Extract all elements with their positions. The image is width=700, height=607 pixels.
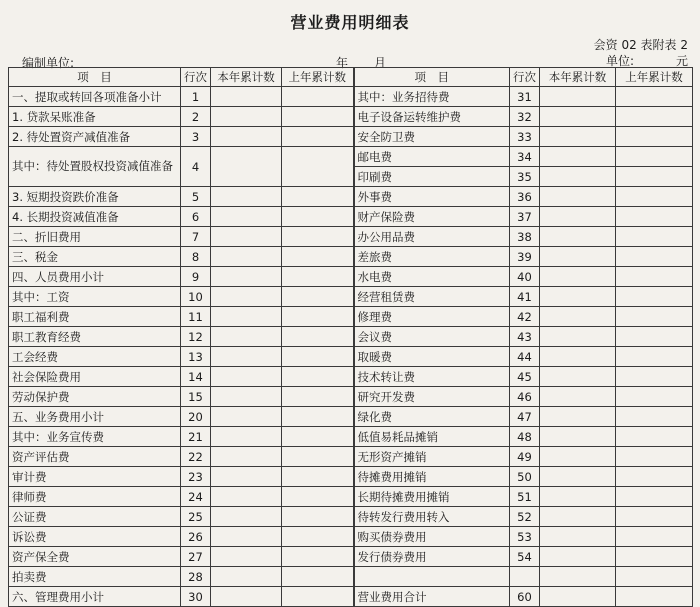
right-prior-year-value [616, 187, 693, 207]
right-row-no: 38 [510, 227, 540, 247]
right-item-cell: 外事费 [354, 187, 510, 207]
left-item-cell: 一、提取或转回各项准备小计 [9, 87, 181, 107]
left-row-no: 5 [181, 187, 211, 207]
table-row [9, 427, 693, 447]
table-row [9, 127, 693, 147]
right-prior-year-value [616, 467, 693, 487]
right-prior-year-value [616, 307, 693, 327]
right-row-no: 51 [510, 487, 540, 507]
right-item-cell: 无形资产摊销 [354, 447, 510, 467]
right-item-cell: 印刷费 [354, 167, 510, 187]
right-item-cell: 邮电费 [354, 147, 510, 167]
left-prior-year-value [282, 287, 354, 307]
right-prior-year-value [616, 107, 693, 127]
right-current-year-value [540, 87, 616, 107]
right-row-no: 41 [510, 287, 540, 307]
table-row [9, 567, 693, 587]
right-prior-year-value [616, 527, 693, 547]
right-current-year-value [540, 267, 616, 287]
right-item-cell: 待转发行费用转入 [354, 507, 510, 527]
left-prior-year-value [282, 87, 354, 107]
right-prior-year-value [616, 387, 693, 407]
left-current-year-value [211, 247, 282, 267]
left-prior-year-value [282, 427, 354, 447]
table-row [9, 487, 693, 507]
table-row [9, 107, 693, 127]
right-current-year-value [540, 427, 616, 447]
left-row-no: 13 [181, 347, 211, 367]
right-item-cell: 安全防卫费 [354, 127, 510, 147]
left-current-year-value [211, 127, 282, 147]
right-prior-year-value [616, 287, 693, 307]
table-row [9, 187, 693, 207]
left-row-no: 28 [181, 567, 211, 587]
col-header-item: 项 目 [354, 68, 510, 87]
right-item-cell: 办公用品费 [354, 227, 510, 247]
org-label: 编制单位: [22, 56, 75, 70]
right-prior-year-value [616, 167, 693, 187]
right-row-no: 36 [510, 187, 540, 207]
left-row-no: 22 [181, 447, 211, 467]
col-header-current-year: 本年累计数 [540, 68, 616, 87]
right-row-no: 53 [510, 527, 540, 547]
right-current-year-value [540, 587, 616, 607]
left-current-year-value [211, 87, 282, 107]
left-prior-year-value [282, 567, 354, 587]
left-item-cell: 其中：工资 [9, 287, 181, 307]
left-current-year-value [211, 527, 282, 547]
left-row-no: 24 [181, 487, 211, 507]
left-item-cell: 工会经费 [9, 347, 181, 367]
right-item-cell: 绿化费 [354, 407, 510, 427]
left-item-cell: 三、税金 [9, 247, 181, 267]
table-row [9, 387, 693, 407]
left-current-year-value [211, 487, 282, 507]
left-current-year-value [211, 447, 282, 467]
right-prior-year-value [616, 87, 693, 107]
left-row-no: 2 [181, 107, 211, 127]
table-row [9, 307, 693, 327]
right-prior-year-value [616, 587, 693, 607]
left-current-year-value [211, 347, 282, 367]
right-row-no: 43 [510, 327, 540, 347]
right-row-no: 50 [510, 467, 540, 487]
right-row-no: 32 [510, 107, 540, 127]
form-code: 会资 02 表附表 2 [593, 38, 688, 52]
left-prior-year-value [282, 347, 354, 367]
right-row-no: 52 [510, 507, 540, 527]
table-row [9, 227, 693, 247]
left-current-year-value [211, 387, 282, 407]
col-header-current-year: 本年累计数 [211, 68, 282, 87]
right-item-cell: 修理费 [354, 307, 510, 327]
left-current-year-value [211, 287, 282, 307]
left-prior-year-value [282, 507, 354, 527]
year-label: 年 [336, 56, 349, 70]
left-current-year-value [211, 427, 282, 447]
right-prior-year-value [616, 147, 693, 167]
right-row-no: 35 [510, 167, 540, 187]
right-row-no: 60 [510, 587, 540, 607]
right-current-year-value [540, 287, 616, 307]
left-item-cell: 2. 待处置资产减值准备 [9, 127, 181, 147]
left-prior-year-value [282, 327, 354, 347]
left-item-cell: 4. 长期投资减值准备 [9, 207, 181, 227]
right-row-no: 37 [510, 207, 540, 227]
right-row-no: 40 [510, 267, 540, 287]
col-header-item: 项 目 [9, 68, 181, 87]
unit-label: 单位: [605, 54, 634, 68]
right-prior-year-value [616, 127, 693, 147]
table-row [9, 347, 693, 367]
right-current-year-value [540, 167, 616, 187]
table-row [9, 527, 693, 547]
left-row-no: 4 [181, 147, 211, 187]
right-current-year-value [540, 407, 616, 427]
right-prior-year-value [616, 547, 693, 567]
right-item-cell: 技术转让费 [354, 367, 510, 387]
right-item-cell: 低值易耗品摊销 [354, 427, 510, 447]
table-body [9, 87, 693, 607]
right-item-cell: 水电费 [354, 267, 510, 287]
left-row-no: 26 [181, 527, 211, 547]
unit-value: 元 [675, 54, 688, 68]
right-prior-year-value [616, 247, 693, 267]
left-prior-year-value [282, 127, 354, 147]
left-item-cell: 劳动保护费 [9, 387, 181, 407]
right-current-year-value [540, 527, 616, 547]
col-header-row-no: 行次 [181, 68, 211, 87]
right-current-year-value [540, 147, 616, 167]
left-current-year-value [211, 107, 282, 127]
table-row [9, 287, 693, 307]
left-prior-year-value [282, 247, 354, 267]
left-item-cell: 职工教育经费 [9, 327, 181, 347]
table-row [9, 407, 693, 427]
left-current-year-value [211, 467, 282, 487]
right-current-year-value [540, 247, 616, 267]
left-current-year-value [211, 547, 282, 567]
right-prior-year-value [616, 207, 693, 227]
right-item-cell: 发行债券费用 [354, 547, 510, 567]
right-row-no: 45 [510, 367, 540, 387]
right-item-cell [354, 567, 510, 587]
left-item-cell: 审计费 [9, 467, 181, 487]
left-prior-year-value [282, 407, 354, 427]
right-prior-year-value [616, 507, 693, 527]
left-item-cell: 六、管理费用小计 [9, 587, 181, 607]
table-row [9, 247, 693, 267]
left-row-no: 30 [181, 587, 211, 607]
right-current-year-value [540, 127, 616, 147]
table-header-row [9, 68, 693, 87]
left-row-no: 3 [181, 127, 211, 147]
left-prior-year-value [282, 227, 354, 247]
left-row-no: 9 [181, 267, 211, 287]
left-item-cell: 拍卖费 [9, 567, 181, 587]
table-row [9, 147, 693, 167]
right-item-cell: 营业费用合计 [354, 587, 510, 607]
left-row-no: 21 [181, 427, 211, 447]
right-current-year-value [540, 107, 616, 127]
left-item-cell: 四、人员费用小计 [9, 267, 181, 287]
left-prior-year-value [282, 367, 354, 387]
left-item-cell: 其中：业务宣传费 [9, 427, 181, 447]
right-row-no: 31 [510, 87, 540, 107]
left-prior-year-value [282, 107, 354, 127]
right-current-year-value [540, 547, 616, 567]
left-item-cell: 资产保全费 [9, 547, 181, 567]
month-label: 月 [374, 56, 387, 70]
table-row [9, 467, 693, 487]
table-row [9, 447, 693, 467]
left-row-no: 11 [181, 307, 211, 327]
left-prior-year-value [282, 187, 354, 207]
col-header-row-no: 行次 [510, 68, 540, 87]
right-prior-year-value [616, 267, 693, 287]
col-header-prior-year: 上年累计数 [282, 68, 354, 87]
left-item-cell: 五、业务费用小计 [9, 407, 181, 427]
right-current-year-value [540, 327, 616, 347]
right-item-cell: 取暖费 [354, 347, 510, 367]
right-row-no: 42 [510, 307, 540, 327]
report-title: 营业费用明细表 [290, 13, 410, 32]
right-current-year-value [540, 447, 616, 467]
left-current-year-value [211, 147, 282, 187]
right-item-cell: 购买债券费用 [354, 527, 510, 547]
left-prior-year-value [282, 267, 354, 287]
left-row-no: 7 [181, 227, 211, 247]
left-item-cell: 诉讼费 [9, 527, 181, 547]
right-current-year-value [540, 507, 616, 527]
right-item-cell: 经营租赁费 [354, 287, 510, 307]
right-item-cell: 长期待摊费用摊销 [354, 487, 510, 507]
right-prior-year-value [616, 347, 693, 367]
right-row-no: 33 [510, 127, 540, 147]
right-row-no [510, 567, 540, 587]
left-row-no: 25 [181, 507, 211, 527]
table-row [9, 587, 693, 607]
left-current-year-value [211, 307, 282, 327]
right-prior-year-value [616, 367, 693, 387]
right-current-year-value [540, 487, 616, 507]
left-row-no: 8 [181, 247, 211, 267]
left-row-no: 1 [181, 87, 211, 107]
right-item-cell: 待摊费用摊销 [354, 467, 510, 487]
right-row-no: 48 [510, 427, 540, 447]
left-item-cell: 公证费 [9, 507, 181, 527]
right-row-no: 49 [510, 447, 540, 467]
left-item-cell: 二、折旧费用 [9, 227, 181, 247]
left-item-cell: 社会保险费用 [9, 367, 181, 387]
table-row [9, 367, 693, 387]
right-current-year-value [540, 387, 616, 407]
left-prior-year-value [282, 147, 354, 187]
left-current-year-value [211, 587, 282, 607]
right-current-year-value [540, 307, 616, 327]
left-current-year-value [211, 227, 282, 247]
left-item-cell: 1. 贷款呆账准备 [9, 107, 181, 127]
left-row-no: 6 [181, 207, 211, 227]
left-current-year-value [211, 407, 282, 427]
left-row-no: 15 [181, 387, 211, 407]
left-prior-year-value [282, 487, 354, 507]
expense-table [8, 67, 693, 607]
right-item-cell: 研究开发费 [354, 387, 510, 407]
left-row-no: 10 [181, 287, 211, 307]
table-row [9, 327, 693, 347]
right-current-year-value [540, 567, 616, 587]
table-row [9, 87, 693, 107]
right-item-cell: 电子设备运转维护费 [354, 107, 510, 127]
left-current-year-value [211, 327, 282, 347]
left-item-cell: 律师费 [9, 487, 181, 507]
left-item-cell: 3. 短期投资跌价准备 [9, 187, 181, 207]
left-prior-year-value [282, 467, 354, 487]
right-current-year-value [540, 347, 616, 367]
left-prior-year-value [282, 587, 354, 607]
right-current-year-value [540, 467, 616, 487]
right-item-cell: 财产保险费 [354, 207, 510, 227]
right-prior-year-value [616, 327, 693, 347]
right-prior-year-value [616, 407, 693, 427]
table-row [9, 547, 693, 567]
left-row-no: 27 [181, 547, 211, 567]
left-prior-year-value [282, 207, 354, 227]
right-prior-year-value [616, 487, 693, 507]
col-header-prior-year: 上年累计数 [616, 68, 693, 87]
right-current-year-value [540, 187, 616, 207]
table-row [9, 267, 693, 287]
left-row-no: 23 [181, 467, 211, 487]
right-row-no: 34 [510, 147, 540, 167]
left-prior-year-value [282, 527, 354, 547]
right-row-no: 54 [510, 547, 540, 567]
right-prior-year-value [616, 447, 693, 467]
left-current-year-value [211, 267, 282, 287]
right-current-year-value [540, 227, 616, 247]
right-row-no: 47 [510, 407, 540, 427]
right-prior-year-value [616, 567, 693, 587]
left-row-no: 12 [181, 327, 211, 347]
left-prior-year-value [282, 387, 354, 407]
right-prior-year-value [616, 227, 693, 247]
right-row-no: 44 [510, 347, 540, 367]
left-prior-year-value [282, 447, 354, 467]
right-item-cell: 其中：业务招待费 [354, 87, 510, 107]
left-current-year-value [211, 207, 282, 227]
left-item-cell: 职工福利费 [9, 307, 181, 327]
right-current-year-value [540, 367, 616, 387]
table-row [9, 507, 693, 527]
left-current-year-value [211, 567, 282, 587]
right-item-cell: 差旅费 [354, 247, 510, 267]
left-item-cell: 其中：待处置股权投资减值准备 [9, 147, 181, 187]
left-row-no: 20 [181, 407, 211, 427]
right-row-no: 46 [510, 387, 540, 407]
left-current-year-value [211, 367, 282, 387]
left-current-year-value [211, 187, 282, 207]
left-current-year-value [211, 507, 282, 527]
left-row-no: 14 [181, 367, 211, 387]
left-prior-year-value [282, 547, 354, 567]
left-item-cell: 资产评估费 [9, 447, 181, 467]
left-prior-year-value [282, 307, 354, 327]
right-current-year-value [540, 207, 616, 227]
right-row-no: 39 [510, 247, 540, 267]
table-row [9, 207, 693, 227]
right-item-cell: 会议费 [354, 327, 510, 347]
right-prior-year-value [616, 427, 693, 447]
